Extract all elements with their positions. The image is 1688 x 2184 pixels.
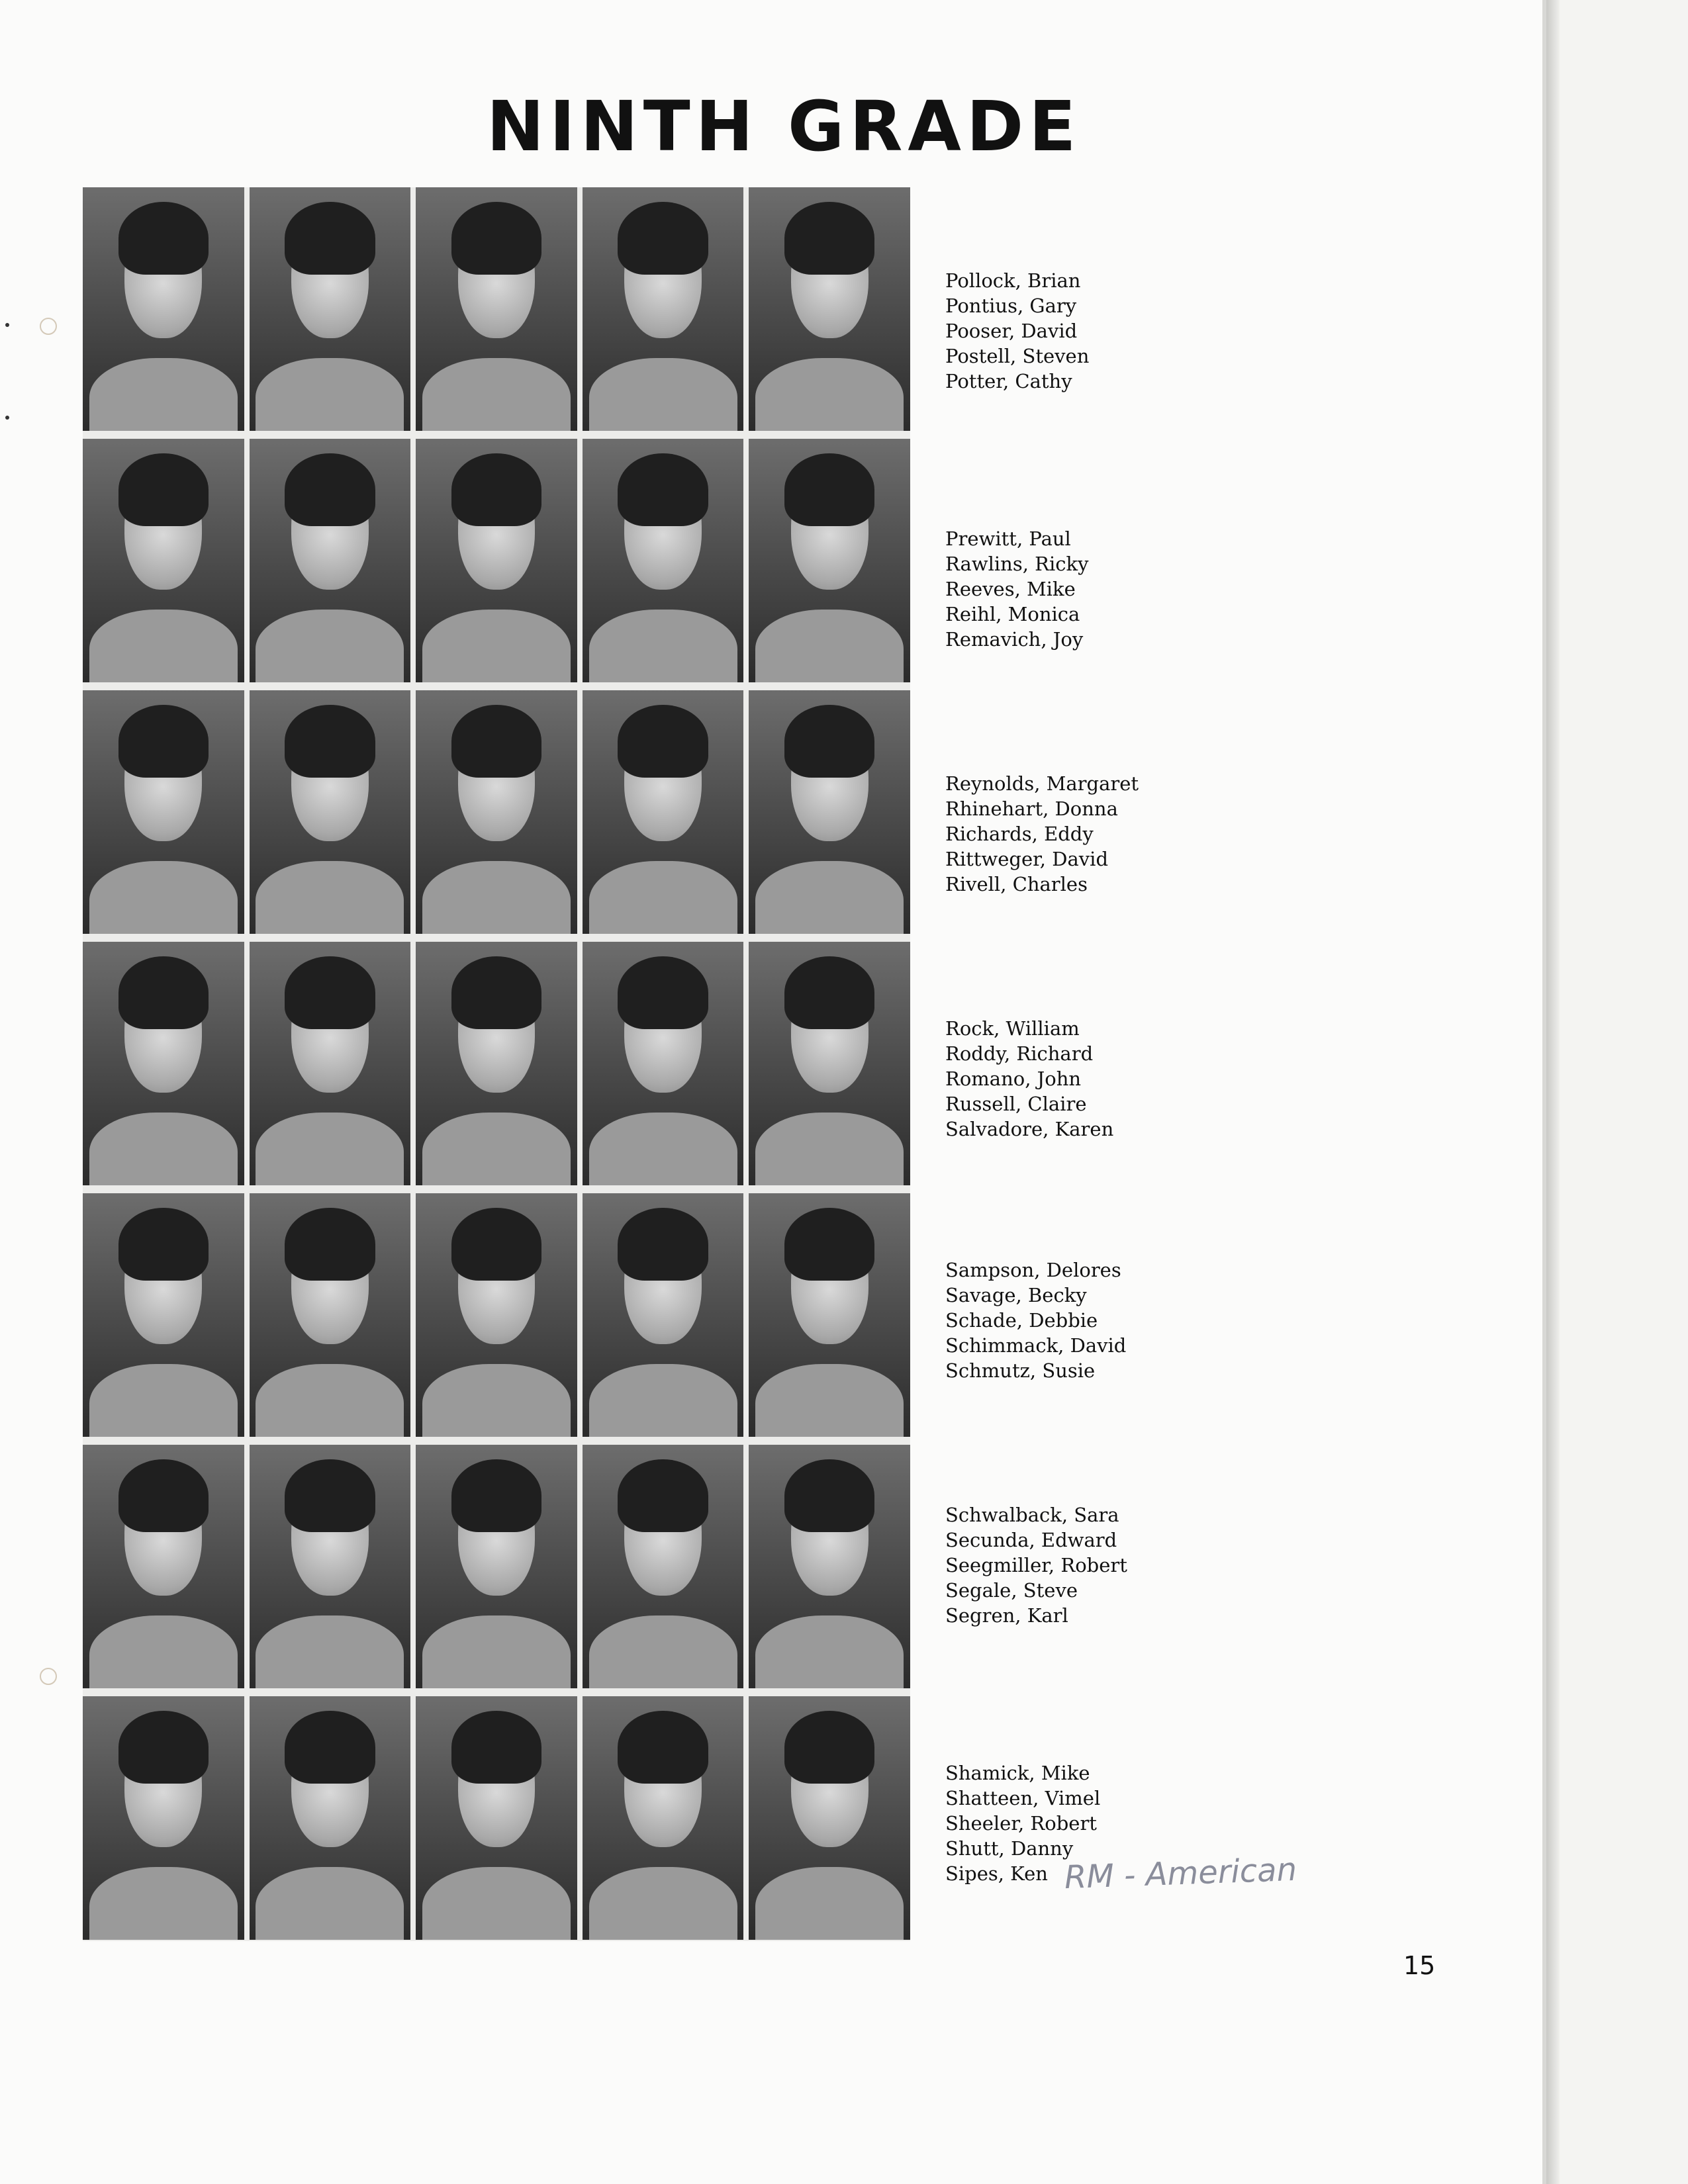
student-name: Sampson, Delores bbox=[945, 1259, 1121, 1281]
portrait-photo bbox=[250, 1696, 411, 1940]
name-list bbox=[945, 1016, 1113, 1142]
portrait-photo bbox=[83, 1696, 244, 1940]
portrait-photo bbox=[416, 690, 577, 934]
portrait-photo bbox=[83, 942, 244, 1185]
student-name: Richards, Eddy bbox=[945, 823, 1094, 845]
portrait-photo bbox=[250, 690, 411, 934]
student-name: Pooser, David bbox=[945, 320, 1078, 342]
name-list bbox=[945, 771, 1139, 897]
portrait-photo bbox=[749, 942, 910, 1185]
student-name: Reihl, Monica bbox=[945, 603, 1080, 625]
student-name: Secunda, Edward bbox=[945, 1529, 1117, 1551]
student-name: Sipes, Ken bbox=[945, 1862, 1048, 1885]
portrait-row bbox=[83, 1445, 910, 1688]
portrait-grid bbox=[83, 187, 910, 1941]
portrait-photo bbox=[83, 1445, 244, 1688]
student-name: Rittweger, David bbox=[945, 848, 1109, 870]
portrait-photo bbox=[583, 690, 744, 934]
student-name: Shamick, Mike bbox=[945, 1762, 1090, 1784]
portrait-row bbox=[83, 942, 910, 1185]
student-name: Schade, Debbie bbox=[945, 1309, 1098, 1332]
portrait-row bbox=[83, 1193, 910, 1437]
handwritten-note: RM - American bbox=[1064, 1850, 1297, 1897]
portrait-photo bbox=[583, 439, 744, 682]
student-name: Segren, Karl bbox=[945, 1604, 1068, 1627]
portrait-photo bbox=[583, 1445, 744, 1688]
portrait-photo bbox=[83, 439, 244, 682]
name-list bbox=[945, 1257, 1126, 1383]
student-name: Salvadore, Karen bbox=[945, 1118, 1114, 1140]
portrait-photo bbox=[583, 942, 744, 1185]
portrait-photo bbox=[250, 1193, 411, 1437]
portrait-photo bbox=[583, 1193, 744, 1437]
name-list bbox=[945, 268, 1089, 394]
student-name: Romano, John bbox=[945, 1068, 1082, 1090]
portrait-photo bbox=[749, 1193, 910, 1437]
student-name: Rivell, Charles bbox=[945, 873, 1088, 895]
page-title: NINTH GRADE bbox=[487, 86, 1082, 167]
name-list bbox=[945, 1502, 1127, 1628]
portrait-photo bbox=[749, 187, 910, 431]
portrait-photo bbox=[83, 690, 244, 934]
student-name: Rock, William bbox=[945, 1017, 1080, 1040]
page-number: 15 bbox=[1403, 1951, 1436, 1980]
name-list bbox=[945, 526, 1088, 652]
portrait-photo bbox=[250, 1445, 411, 1688]
student-name: Schmutz, Susie bbox=[945, 1359, 1096, 1382]
student-name: Schimmack, David bbox=[945, 1334, 1127, 1357]
portrait-row bbox=[83, 187, 910, 431]
student-name: Rhinehart, Donna bbox=[945, 797, 1118, 820]
student-name: Schwalback, Sara bbox=[945, 1504, 1119, 1526]
portrait-photo bbox=[83, 187, 244, 431]
binding-hole bbox=[40, 318, 57, 335]
student-name: Reeves, Mike bbox=[945, 578, 1076, 600]
student-name: Shatteen, Vimel bbox=[945, 1787, 1101, 1809]
speck bbox=[5, 416, 9, 420]
portrait-row bbox=[83, 690, 910, 934]
student-name: Roddy, Richard bbox=[945, 1042, 1094, 1065]
student-name: Postell, Steven bbox=[945, 345, 1090, 367]
portrait-photo bbox=[749, 1445, 910, 1688]
student-name: Reynolds, Margaret bbox=[945, 772, 1139, 795]
binding-hole bbox=[40, 1668, 57, 1685]
student-name: Rawlins, Ricky bbox=[945, 553, 1089, 575]
student-name: Segale, Steve bbox=[945, 1579, 1078, 1602]
student-name: Sheeler, Robert bbox=[945, 1812, 1097, 1835]
student-name: Seegmiller, Robert bbox=[945, 1554, 1127, 1576]
student-name: Russell, Claire bbox=[945, 1093, 1087, 1115]
student-name: Savage, Becky bbox=[945, 1284, 1087, 1306]
portrait-photo bbox=[416, 942, 577, 1185]
student-name: Pontius, Gary bbox=[945, 295, 1077, 317]
portrait-photo bbox=[416, 1193, 577, 1437]
student-name: Pollock, Brian bbox=[945, 269, 1081, 292]
portrait-photo bbox=[749, 690, 910, 934]
portrait-photo bbox=[749, 1696, 910, 1940]
portrait-photo bbox=[416, 439, 577, 682]
student-name: Potter, Cathy bbox=[945, 370, 1072, 392]
portrait-photo bbox=[250, 439, 411, 682]
portrait-photo bbox=[250, 942, 411, 1185]
student-name: Prewitt, Paul bbox=[945, 527, 1071, 550]
student-name: Shutt, Danny bbox=[945, 1837, 1074, 1860]
portrait-photo bbox=[583, 1696, 744, 1940]
portrait-photo bbox=[749, 439, 910, 682]
portrait-row bbox=[83, 439, 910, 682]
portrait-photo bbox=[416, 1696, 577, 1940]
portrait-row bbox=[83, 1696, 910, 1940]
portrait-photo bbox=[83, 1193, 244, 1437]
speck bbox=[5, 323, 9, 327]
portrait-photo bbox=[250, 187, 411, 431]
page-edge-shadow bbox=[1546, 0, 1560, 2184]
portrait-photo bbox=[583, 187, 744, 431]
portrait-photo bbox=[416, 187, 577, 431]
student-name: Remavich, Joy bbox=[945, 628, 1084, 651]
portrait-photo bbox=[416, 1445, 577, 1688]
